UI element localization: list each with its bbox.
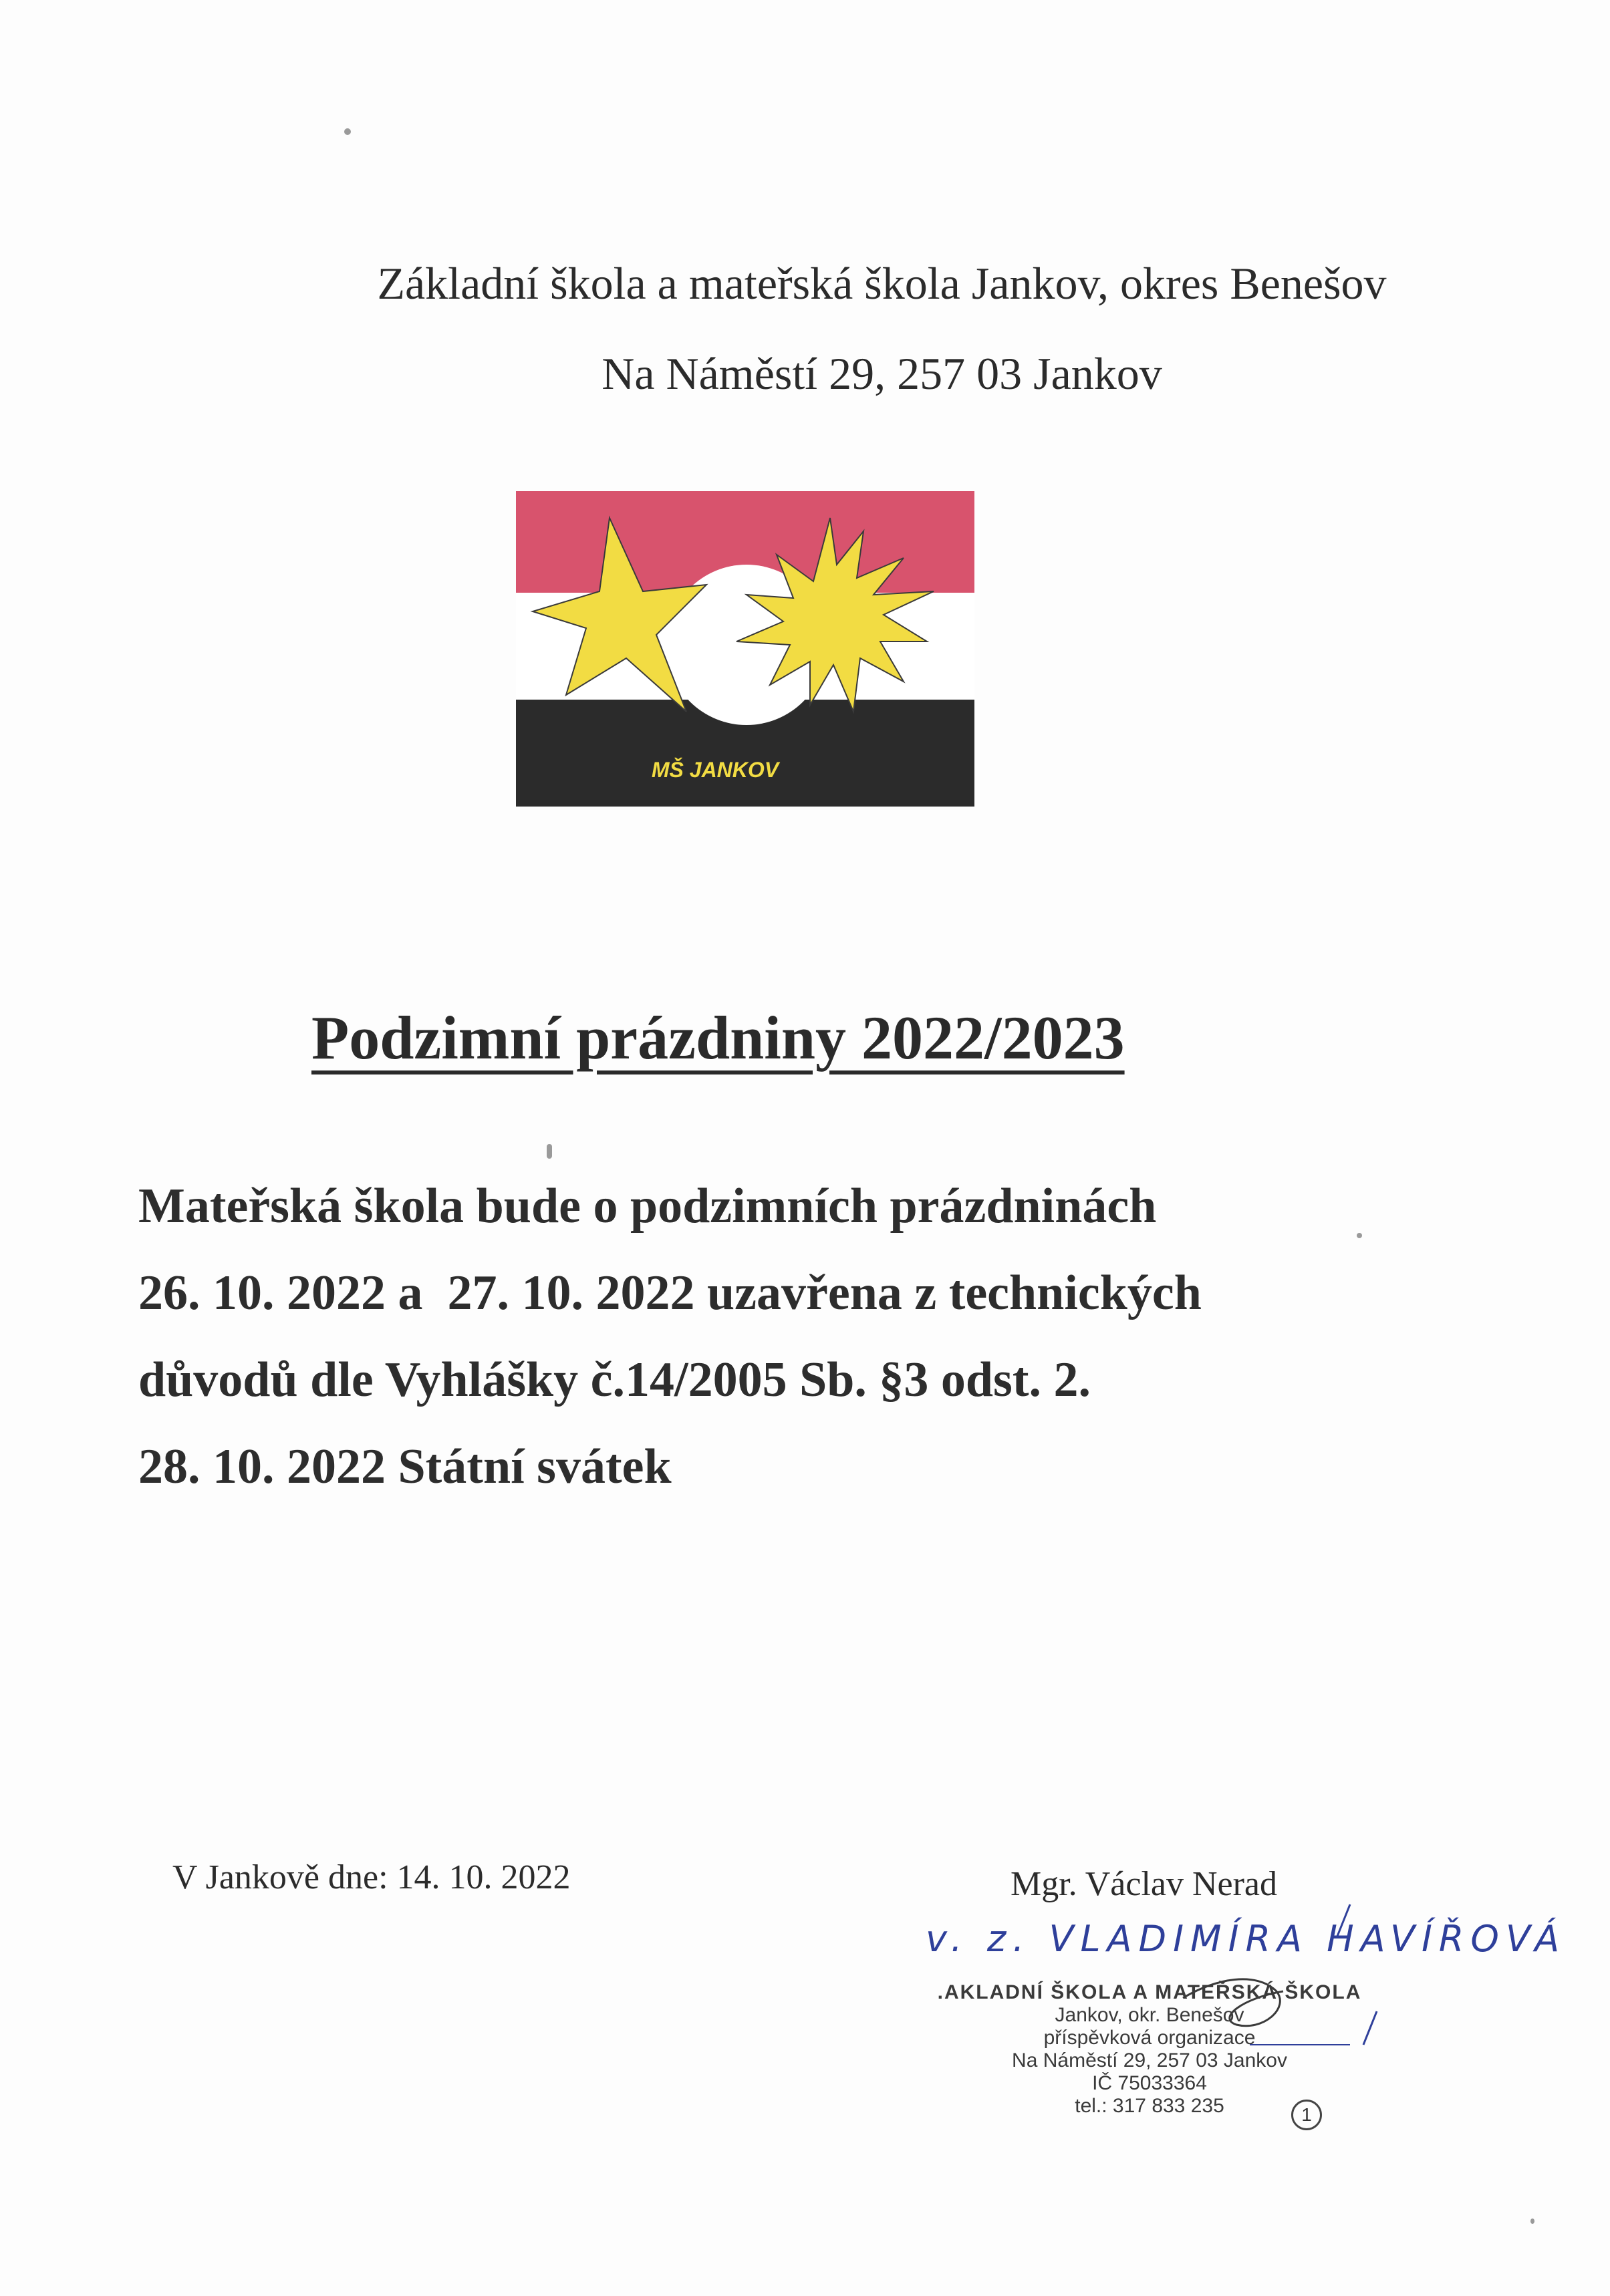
notice-line-2: 26. 10. 2022 a 27. 10. 2022 uzavřena z technických — [138, 1266, 1202, 1320]
school-stamp — [916, 1981, 1383, 2118]
signatory-name: Mgr. Václav Nerad — [1011, 1865, 1278, 1903]
notice-body — [138, 1163, 1202, 1510]
notice-line-4: 28. 10. 2022 Státní svátek — [138, 1439, 672, 1494]
circle-number-mark: 1 — [1291, 2100, 1322, 2130]
notice-line-3: důvodů dle Vyhlášky č.14/2005 Sb. §3 odst. 2. — [138, 1352, 1091, 1407]
stamp-line-5: IČ 75033364 — [1092, 2072, 1207, 2094]
handwritten-signature-note: v. z. VLADIMÍRA HAVÍŘOVÁ — [926, 1918, 1567, 1960]
scan-speck — [344, 128, 351, 135]
notice-title: Podzimní prázdniny 2022/2023 — [311, 1004, 1125, 1072]
stamp-line-2: Jankov, okr. Benešov — [1055, 2004, 1244, 2026]
logo-text: MŠ JANKOV — [651, 758, 779, 782]
scan-speck — [1357, 1233, 1362, 1238]
place-and-date: V Jankově dne: 14. 10. 2022 — [172, 1858, 571, 1896]
ms-jankov-logo — [516, 491, 974, 807]
stamp-line-4: Na Náměstí 29, 257 03 Jankov — [1012, 2049, 1287, 2071]
scan-speck — [1530, 2218, 1534, 2224]
stamp-title: .AKLADNÍ ŠKOLA A MATEŘSKÁ ŠKOLA — [937, 1981, 1362, 2003]
stamp-line-3: příspěvková organizace — [1043, 2027, 1256, 2049]
school-name-header: Základní škola a mateřská škola Jankov, okres Benešov — [377, 258, 1387, 309]
school-address-header: Na Náměstí 29, 257 03 Jankov — [601, 348, 1162, 399]
notice-line-1: Mateřská škola bude o podzimních prázdninách — [138, 1179, 1157, 1234]
stamp-line-6: tel.: 317 833 235 — [1075, 2095, 1224, 2117]
scan-speck — [547, 1144, 552, 1159]
